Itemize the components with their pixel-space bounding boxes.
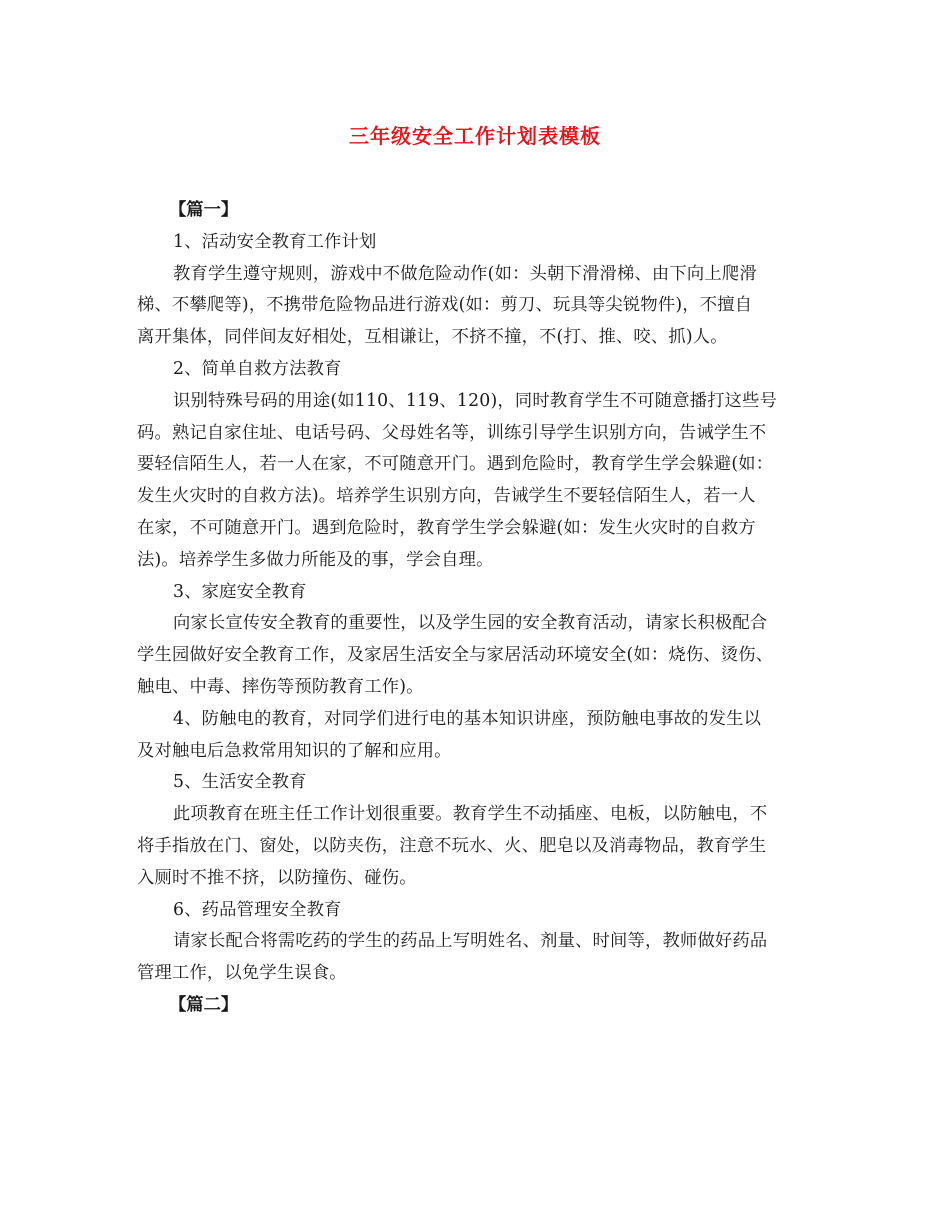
item3-line: 向家长宣传安全教育的重要性，以及学生园的安全教育活动，请家长积极配合 xyxy=(173,613,768,634)
item5-line: 入厕时不推不挤，以防撞伤、碰伤。 xyxy=(137,867,417,888)
item3-line: 触电、中毒、摔伤等预防教育工作)。 xyxy=(137,676,424,697)
item2-title: 2、简单自救方法教育 xyxy=(173,358,342,379)
item2-line: 识别特殊号码的用途(如110、119、120)，同时教育学生不可随意播打这些号 xyxy=(173,390,778,411)
item3-title: 3、家庭安全教育 xyxy=(173,581,307,602)
document-title: 三年级安全工作计划表模板 xyxy=(349,124,601,148)
item4-line: 及对触电后急救常用知识的了解和应用。 xyxy=(137,740,452,761)
item2-line: 码。熟记自家住址、电话号码、父母姓名等，训练引导学生识别方向，告诫学生不 xyxy=(137,422,767,443)
item2-line: 法)。培养学生多做力所能及的事，学会自理。 xyxy=(137,549,494,570)
item5-line: 此项教育在班主任工作计划很重要。教育学生不动插座、电板，以防触电，不 xyxy=(173,804,768,825)
item1-line: 离开集体，同伴间友好相处，互相谦让，不挤不撞，不(打、推、咬、抓)人。 xyxy=(137,327,728,348)
item3-line: 学生园做好安全教育工作，及家居生活安全与家居活动环境安全(如：烧伤、烫伤、 xyxy=(137,645,774,666)
item2-line: 发生火灾时的自救方法)。培养学生识别方向，告诫学生不要轻信陌生人，若一人 xyxy=(137,486,756,507)
item5-title: 5、生活安全教育 xyxy=(173,772,307,793)
item2-line: 在家，不可随意开门。遇到危险时，教育学生学会躲避(如：发生火灾时的自救方 xyxy=(137,517,756,538)
item4-line: 4、防触电的教育，对同学们进行电的基本知识讲座，预防触电事故的发生以 xyxy=(173,708,762,729)
item1-line: 教育学生遵守规则，游戏中不做危险动作(如：头朝下滑滑梯、由下向上爬滑 xyxy=(173,263,757,284)
item1-title: 1、活动安全教育工作计划 xyxy=(173,231,377,252)
item6-line: 管理工作，以免学生误食。 xyxy=(137,963,347,984)
item5-line: 将手指放在门、窗处，以防夹伤，注意不玩水、火、肥皂以及消毒物品，教育学生 xyxy=(137,835,767,856)
item6-title: 6、药品管理安全教育 xyxy=(173,899,342,920)
item1-line: 梯、不攀爬等)，不携带危险物品进行游戏(如：剪刀、玩具等尖锐物件)，不擅自 xyxy=(137,295,753,316)
part2-heading: 【篇二】 xyxy=(169,994,239,1015)
item6-line: 请家长配合将需吃药的学生的药品上写明姓名、剂量、时间等，教师做好药品 xyxy=(173,931,768,952)
item2-line: 要轻信陌生人，若一人在家，不可随意开门。遇到危险时，教育学生学会躲避(如： xyxy=(137,454,774,475)
document-body xyxy=(137,195,827,1022)
part1-heading: 【篇一】 xyxy=(169,200,239,220)
